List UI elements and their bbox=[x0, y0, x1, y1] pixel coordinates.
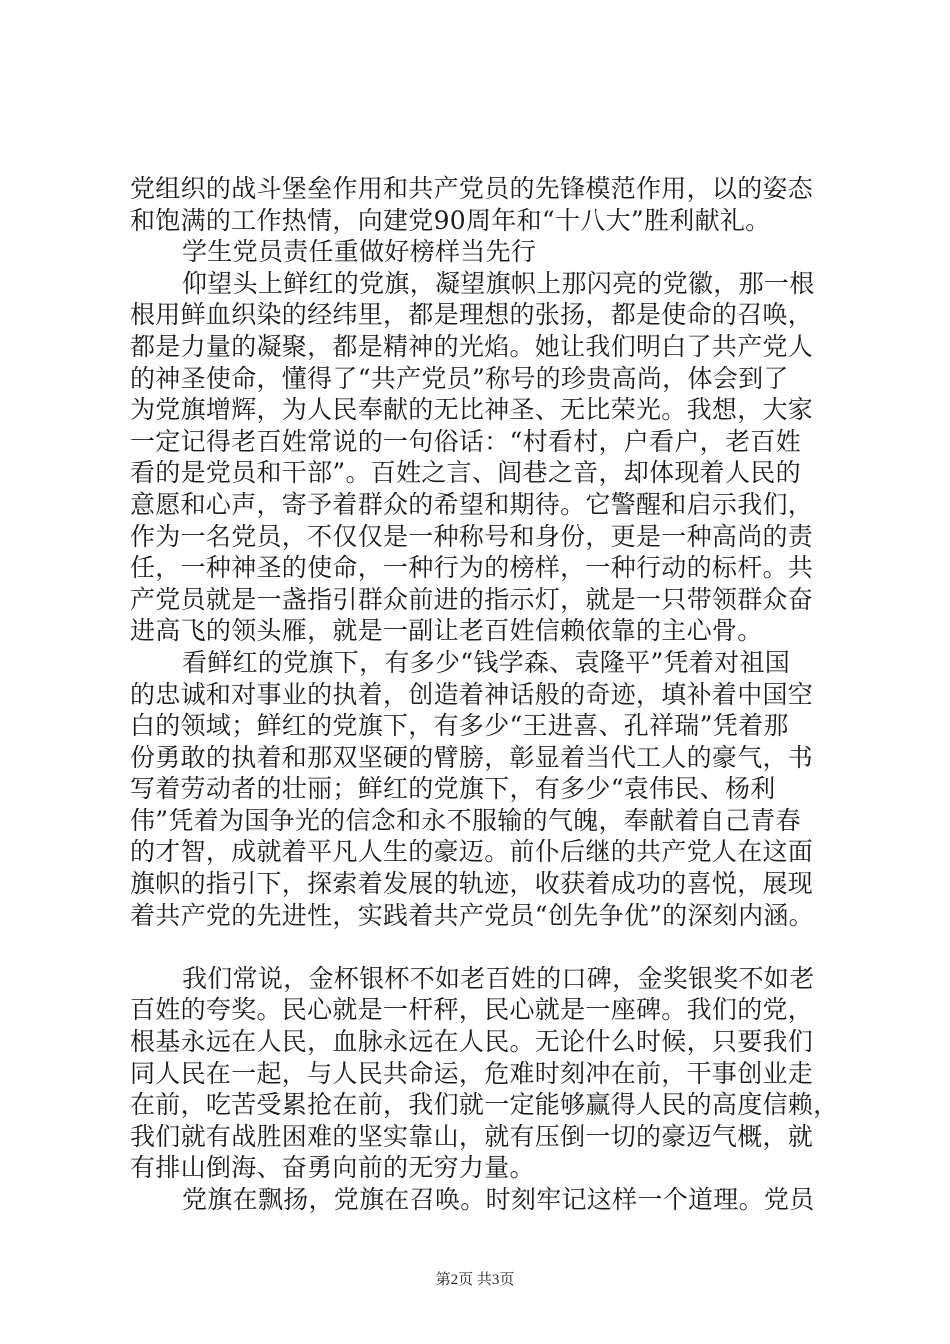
text-line: 同人民在一起，与人民共命运，危难时刻冲在前，干事创业走 bbox=[130, 1058, 814, 1088]
text-line: 一定记得老百姓常说的一句俗话：“村看村，户看户，老百姓 bbox=[130, 426, 801, 456]
document-body bbox=[130, 173, 850, 1216]
text-line: 着共产党的先进性，实践着共产党员“创先争优”的深刻内涵。 bbox=[130, 900, 814, 930]
text-line: 白的领域；鲜红的党旗下，有多少“王进喜、孔祥瑞”凭着那 bbox=[130, 711, 789, 741]
text-line: 根基永远在人民，血脉永远在人民。无论什么时候，只要我们 bbox=[130, 1027, 814, 1057]
text-line: 进高飞的领头雁，就是一副让老百姓信赖依靠的主心骨。 bbox=[130, 616, 763, 646]
text-line: 党旗在飘扬，党旗在召唤。时刻牢记这样一个道理。党员 bbox=[182, 1185, 815, 1214]
text-line: 百姓的夸奖。民心就是一杆秤，民心就是一座碑。我们的党， bbox=[130, 995, 814, 1025]
text-line: 根用鲜血织染的经纬里，都是理想的张扬，都是使命的召唤， bbox=[130, 300, 814, 330]
blank-line bbox=[130, 931, 850, 963]
text-line: 看的是党员和干部”。百姓之言、闾巷之音，却体现着人民的 bbox=[130, 458, 801, 488]
text-line: 党组织的战斗堡垒作用和共产党员的先锋模范作用，以的姿态 bbox=[130, 174, 814, 203]
text-line: 我们常说，金杯银杯不如老百姓的口碑，金奖银奖不如老 bbox=[182, 963, 815, 993]
text-line: 和饱满的工作热情，向建党90周年和“十八大”胜利献礼。 bbox=[130, 205, 771, 235]
text-line: 为党旗增辉，为人民奉献的无比神圣、无比荣光。我想，大家 bbox=[130, 395, 814, 425]
text-line: 学生党员责任重做好榜样当先行 bbox=[182, 237, 537, 267]
text-line: 在前，吃苦受累抢在前，我们就一定能够赢得人民的高度信赖， bbox=[130, 1090, 839, 1120]
text-line: 看鲜红的党旗下，有多少“钱学森、袁隆平”凭着对祖国 bbox=[182, 647, 791, 677]
text-line: 产党员就是一盏指引群众前进的指示灯，就是一只带领群众奋 bbox=[130, 584, 814, 614]
text-line: 都是力量的凝聚，都是精神的光焰。她让我们明白了共产党人 bbox=[130, 331, 814, 361]
text-line: 份勇敢的执着和那双坚硬的臂膀，彰显着当代工人的豪气，书 bbox=[130, 742, 814, 772]
text-line: 任，一种神圣的使命，一种行为的榜样，一种行动的标杆。共 bbox=[130, 553, 814, 583]
text-line: 我们就有战胜困难的坚实靠山，就有压倒一切的豪迈气概，就 bbox=[130, 1121, 814, 1151]
text-line: 作为一名党员，不仅仅是一种称号和身份，更是一种高尚的责 bbox=[130, 521, 814, 551]
text-line: 写着劳动者的壮丽；鲜红的党旗下，有多少“袁伟民、杨利 bbox=[130, 774, 776, 804]
page-footer: 第2页 共3页 bbox=[435, 1272, 515, 1288]
text-line: 旗帜的指引下，探索着发展的轨迹，收获着成功的喜悦，展现 bbox=[130, 869, 814, 899]
text-line: 伟”凭着为国争光的信念和永不服输的气魄，奉献着自己青春 bbox=[130, 805, 801, 835]
text-line: 的才智，成就着平凡人生的豪迈。前仆后继的共产党人在这面 bbox=[130, 837, 814, 867]
text-line: 有排山倒海、奋勇向前的无穷力量。 bbox=[130, 1153, 535, 1183]
text-line: 的神圣使命，懂得了“共产党员”称号的珍贵高尚，体会到了 bbox=[130, 363, 789, 393]
text-line: 仰望头上鲜红的党旗，凝望旗帜上那闪亮的党徽，那一根 bbox=[182, 268, 815, 298]
text-line: 的忠诚和对事业的执着，创造着神话般的奇迹，填补着中国空 bbox=[130, 679, 814, 709]
text-line: 意愿和心声，寄予着群众的希望和期待。它警醒和启示我们， bbox=[130, 489, 814, 519]
